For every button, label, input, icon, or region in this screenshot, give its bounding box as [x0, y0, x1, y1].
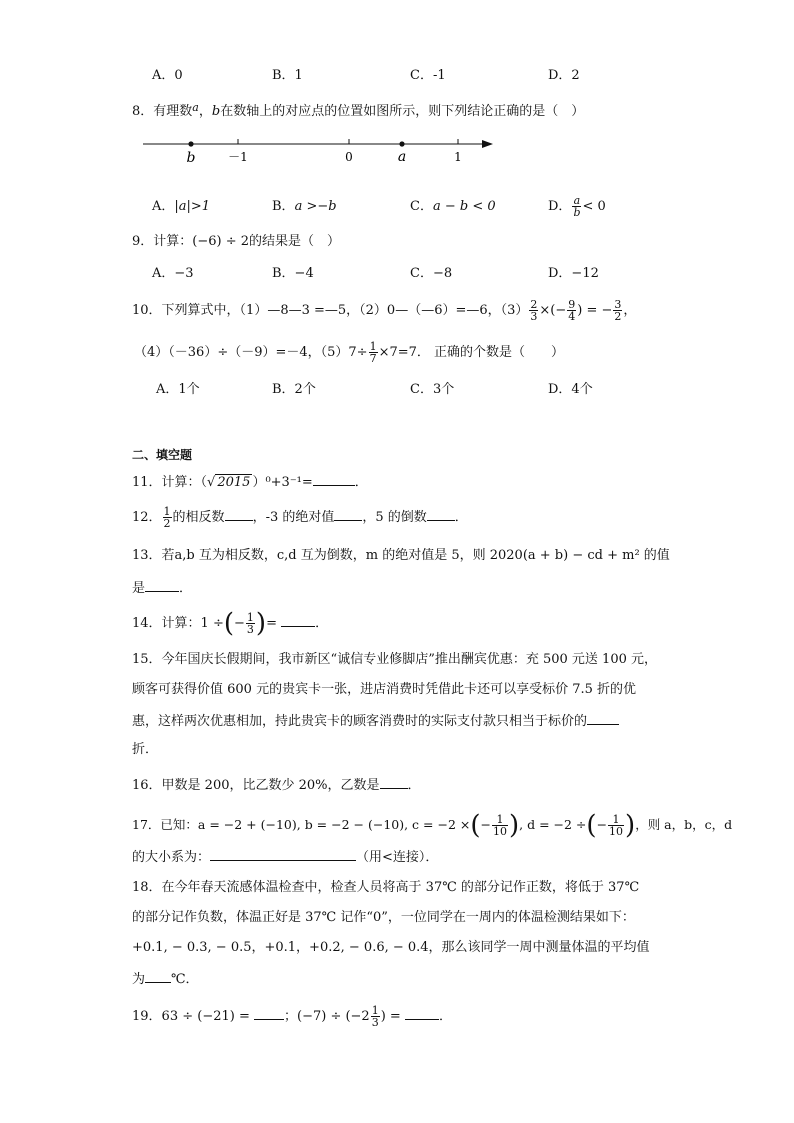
- answer-blank[interactable]: [587, 710, 619, 725]
- answer-blank[interactable]: [281, 612, 315, 627]
- question-11: 11．计算：（√ 2015 ）⁰+3⁻¹= ．: [132, 471, 368, 493]
- label-one: 1: [454, 150, 462, 164]
- option-d[interactable]: D．−12: [548, 266, 599, 281]
- option-b[interactable]: B．1: [272, 68, 303, 83]
- question-15-line4: 折．: [132, 742, 159, 757]
- answer-blank[interactable]: [380, 774, 408, 789]
- option-d[interactable]: D．2: [548, 68, 580, 83]
- question-18-line4: 为 ℃．: [132, 968, 199, 990]
- answer-blank[interactable]: [254, 1005, 284, 1020]
- option-a[interactable]: A．0: [152, 68, 183, 83]
- question-17-line1: 17．已知：a = −2 + (−10), b = −2 − (−10), c = −2 ×(− $\frac{1}{10}$ ), d = −2 ÷(− $\frac{1}{10}$ )，则 a，b，c，d: [132, 810, 733, 841]
- question-18-line3: +0.1, − 0.3, − 0.5，+0.1，+0.2, − 0.6, − 0.4，那么该同学一周中测量体温的平均值: [132, 940, 650, 955]
- question-19: 19．63 ÷ (−21) = ；(−7) ÷ (−2 $\frac{1}{3}$ ) = ．: [132, 1004, 452, 1029]
- option-b[interactable]: B．−4: [272, 266, 314, 281]
- answer-blank[interactable]: [225, 506, 253, 521]
- section-heading: 二、填空题: [132, 448, 193, 462]
- option-a[interactable]: A．−3: [152, 266, 194, 281]
- axis-arrow-icon: [482, 140, 493, 148]
- question-12: 12． $\frac{1}{2}$ 的相反数 ，-3 的绝对值 ，5 的倒数 ．: [132, 505, 468, 530]
- question-8-stem: 8．有理数$^a$，b在数轴上的对应点的位置如图所示，则下列结论正确的是（ ）: [132, 101, 585, 119]
- label-zero: 0: [345, 150, 353, 164]
- option-c[interactable]: C．a − b < 0: [410, 199, 496, 214]
- option-c[interactable]: C．-1: [410, 68, 446, 83]
- option-d[interactable]: D． $\frac{a}{b}$ < 0: [548, 194, 606, 219]
- option-d[interactable]: D．4个: [548, 382, 593, 397]
- answer-blank[interactable]: [210, 846, 356, 861]
- option-b[interactable]: B．a >−b: [272, 199, 337, 214]
- answer-blank[interactable]: [405, 1005, 439, 1020]
- question-9-stem: 9．计算：(−6) ÷ 2的结果是（ ）: [132, 234, 341, 249]
- question-15-line2: 顾客可获得价值 600 元的贵宾卡一张，进店消费时凭借此卡还可以享受标价 7.5 折的优: [132, 682, 637, 697]
- answer-blank[interactable]: [145, 968, 171, 983]
- point-b-dot: [188, 141, 193, 146]
- label-neg1: －1: [228, 150, 248, 164]
- option-b[interactable]: B．2个: [272, 382, 316, 397]
- number-line-diagram: [0, 128, 794, 168]
- option-a[interactable]: A．|a|>1: [152, 199, 211, 214]
- question-18-line2: 的部分记作负数，体温正好是 37℃ 记作“0”，一位同学在一周内的体温检测结果如下：: [132, 910, 635, 925]
- answer-blank[interactable]: [427, 506, 455, 521]
- answer-blank[interactable]: [313, 471, 355, 486]
- answer-blank[interactable]: [145, 577, 179, 592]
- question-15-line1: 15．今年国庆长假期间，我市新区“诚信专业修脚店”推出酬宾优惠：充 500 元送 100 元，: [132, 652, 657, 667]
- question-14: 14．计算：1 ÷(− $\frac{1}{3}$ )= ．: [132, 608, 329, 639]
- option-a[interactable]: A．1个: [156, 382, 200, 397]
- question-15-line3: 惠，这样两次优惠相加，持此贵宾卡的顾客消费时的实际支付款只相当于标价的: [132, 710, 619, 732]
- question-18-line1: 18．在今年春天流感体温检查中，检查人员将高于 37℃ 的部分记作正数，将低于 37℃: [132, 880, 640, 895]
- point-a-dot: [399, 141, 404, 146]
- option-c[interactable]: C．−8: [410, 266, 453, 281]
- question-17-line2: 的大小系为： （用<连接）．: [132, 846, 438, 868]
- question-10-line2: （4）（－36）÷（－9）=－4，（5）7÷ $\frac{1}{7}$ ×7=7． 正确的个数是（ ）: [134, 340, 565, 365]
- question-13-line1: 13．若a,b 互为相反数，c,d 互为倒数，m 的绝对值是 5，则 2020(a + b) − cd + m² 的值: [132, 548, 670, 563]
- question-16: 16．甲数是 200，比乙数少 20%，乙数是 ．: [132, 774, 421, 796]
- question-10-line1: 10．下列算式中，（1）—8—3 =—5，（2）0—（—6）=—6，（3） $\frac{2}{3}$ ×(− $\frac{9}{4}$ ) = − $\frac{3}{2}$ ，: [132, 298, 637, 323]
- question-13-line2: 是 ．: [132, 577, 192, 599]
- answer-blank[interactable]: [334, 506, 362, 521]
- label-a: a: [397, 149, 407, 165]
- label-b: b: [186, 150, 196, 166]
- option-c[interactable]: C．3个: [410, 382, 455, 397]
